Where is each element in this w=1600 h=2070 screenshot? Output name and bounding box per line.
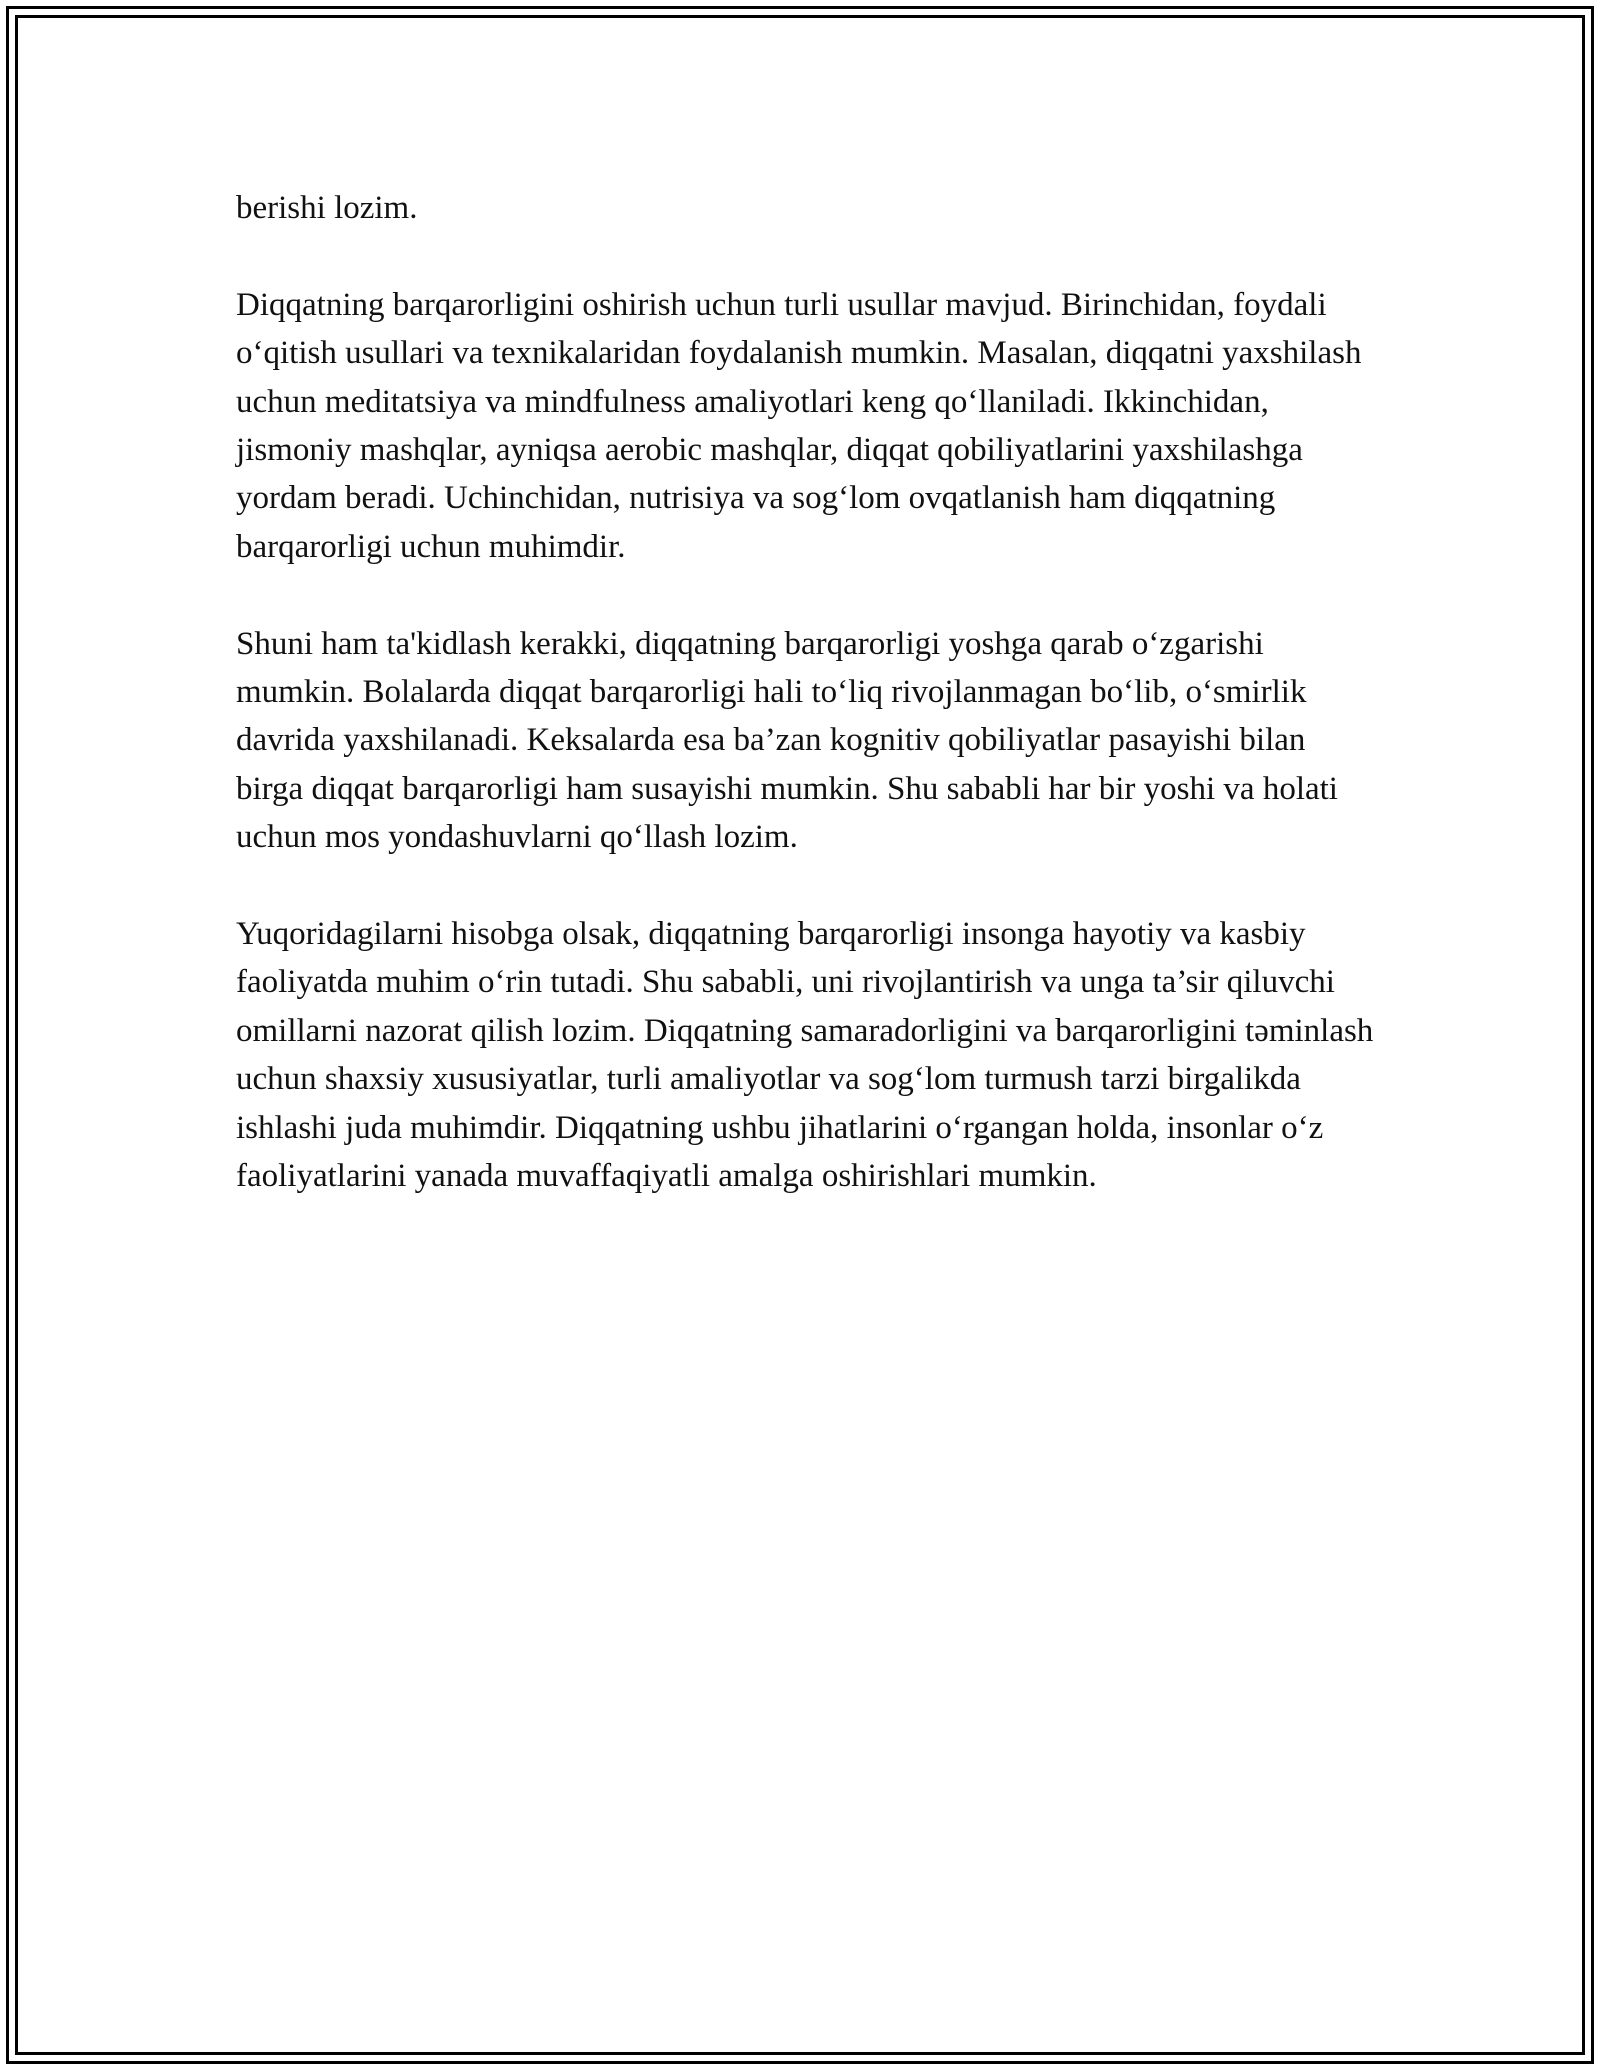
paragraph-continuation: berishi lozim.	[236, 190, 418, 226]
paragraph-conclusion: Yuqoridagilarni hisobga olsak, diqqatning barqarorligi insonga hayotiy va kasbiy faoliyatda muhim o‘rin tutadi. Shu sababli, uni rivojlantirish va unga ta’sir qiluvchi omillarni nazorat qilish lozim. Diqqatning samaradorligini va barqarorligini təminlash uchun shaxsiy xususiyatlar, turli amaliyotlar va sog‘lom turmush tarzi birgalikda ishlashi juda muhimdir. Diqqatning ushbu jihatlarini o‘rgangan holda, insonlar o‘z faoliyatlarini yanada muvaffaqiyatli amalga oshirishlari mumkin.	[236, 916, 1374, 1195]
document-body	[236, 184, 1376, 1200]
paragraph-methods: Diqqatning barqarorligini oshirish uchun turli usullar mavjud. Birinchidan, foydali o‘qitish usullari va texnikalaridan foydalanish mumkin. Masalan, diqqatni yaxshilash uchun meditatsiya va mindfulness amaliyotlari keng qo‘llaniladi. Ikkinchidan, jismoniy mashqlar, ayniqsa aerobic mashqlar, diqqat qobiliyatlarini yaxshilashga yordam beradi. Uchinchidan, nutrisiya va sog‘lom ovqatlanish ham diqqatning barqarorligi uchun muhimdir.	[236, 286, 1362, 565]
paragraph-age-changes: Shuni ham ta'kidlash kerakki, diqqatning barqarorligi yoshga qarab o‘zgarishi mumkin. Bolalarda diqqat barqarorligi hali to‘liq rivojlanmagan bo‘lib, o‘smirlik davrida yaxshilanadi. Keksalarda esa ba’zan kognitiv qobiliyatlar pasayishi bilan birga diqqat barqarorligi ham susayishi mumkin. Shu sababli har bir yoshi va holati uchun mos yondashuvlarni qo‘llash lozim.	[236, 625, 1338, 856]
